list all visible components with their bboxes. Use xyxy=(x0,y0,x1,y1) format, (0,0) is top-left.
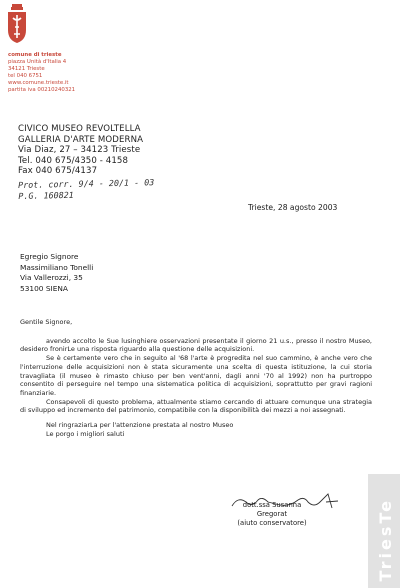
comune-vat: partita iva 00210240321 xyxy=(8,87,76,94)
museum-line1: CIVICO MUSEO REVOLTELLA xyxy=(18,124,141,134)
comune-phone: tel 040 6751 xyxy=(8,73,43,80)
comune-address-line2: 34121 Trieste xyxy=(8,66,45,73)
museum-header xyxy=(18,124,143,177)
signer-name: dott.ssa Susanna Gregorat xyxy=(242,501,302,519)
comune-website: www.comune.trieste.it xyxy=(8,80,69,87)
letter-body xyxy=(20,318,372,438)
museum-address: Via Diaz, 27 – 34123 Trieste xyxy=(18,145,141,156)
comune-address-line1: piazza Unità d'Italia 4 xyxy=(8,59,67,66)
closing-line1: Nel ringraziarLa per l'attenzione prestata al nostro Museo xyxy=(46,421,234,430)
protocol-line2: P.G. 160821 xyxy=(18,189,74,201)
comune-name: comune di trieste xyxy=(8,52,62,58)
addressee-line4: 53100 SIENA xyxy=(20,283,68,293)
municipality-letterhead xyxy=(8,52,75,95)
signer-block xyxy=(227,501,317,529)
protocol-line1: Prot. corr. 9/4 - 20/1 - 03 xyxy=(18,177,155,190)
paragraph-3: Consapevoli di questo problema, attualmente stiamo cercando di attuare comunque una strategia di sviluppo ed incremento del patrimonio, compatibile con la disponibilità dei mezzi a noi assegnati. xyxy=(20,397,372,415)
coat-of-arms-icon xyxy=(6,4,28,44)
handwritten-protocol xyxy=(18,177,155,201)
paragraph-1: avendo accolto le Sue lusinghiere osservazioni presentate il giorno 21 u.s., presso il nostro Museo, desidero fronirLe una risposta riguardo alla questione delle acquisizioni. xyxy=(20,336,372,354)
salutation: Gentile Signore, xyxy=(20,318,73,326)
paragraph-2: Se è certamente vero che in seguito al '68 l'arte è progredita nel suo cammino, è anche vero che l'interruzione delle acquisizioni non è stata sicuramente una scelta di questa istituzione, la cui storia travagliata (il museo è rimasto chiuso per ben vent'anni, dagli anni '70 al 1992) non ha purtroppo consentito di perseguire nel tempo una sistematica politica di acquisizioni, soprattutto per gravi ragioni finanziarie. xyxy=(20,354,372,397)
signer-role: (aiuto conservatore) xyxy=(237,519,307,528)
addressee-line3: Via Vallerozzi, 35 xyxy=(20,273,83,283)
museum-phone: Tel. 040 675/4350 - 4158 xyxy=(18,155,129,166)
addressee-line2: Massimiliano Tonelli xyxy=(20,262,94,272)
museum-fax: Fax 040 675/4137 xyxy=(18,166,98,177)
addressee-block xyxy=(20,252,93,294)
museum-line2: GALLERIA D'ARTE MODERNA xyxy=(18,134,144,145)
side-band-word: TriesTe xyxy=(376,498,395,582)
trieste-side-band xyxy=(368,474,400,588)
letter-date: Trieste, 28 agosto 2003 xyxy=(248,203,338,212)
closing-line2: Le porgo i migliori saluti xyxy=(46,429,125,438)
addressee-line1: Egregio Signore xyxy=(20,252,79,261)
